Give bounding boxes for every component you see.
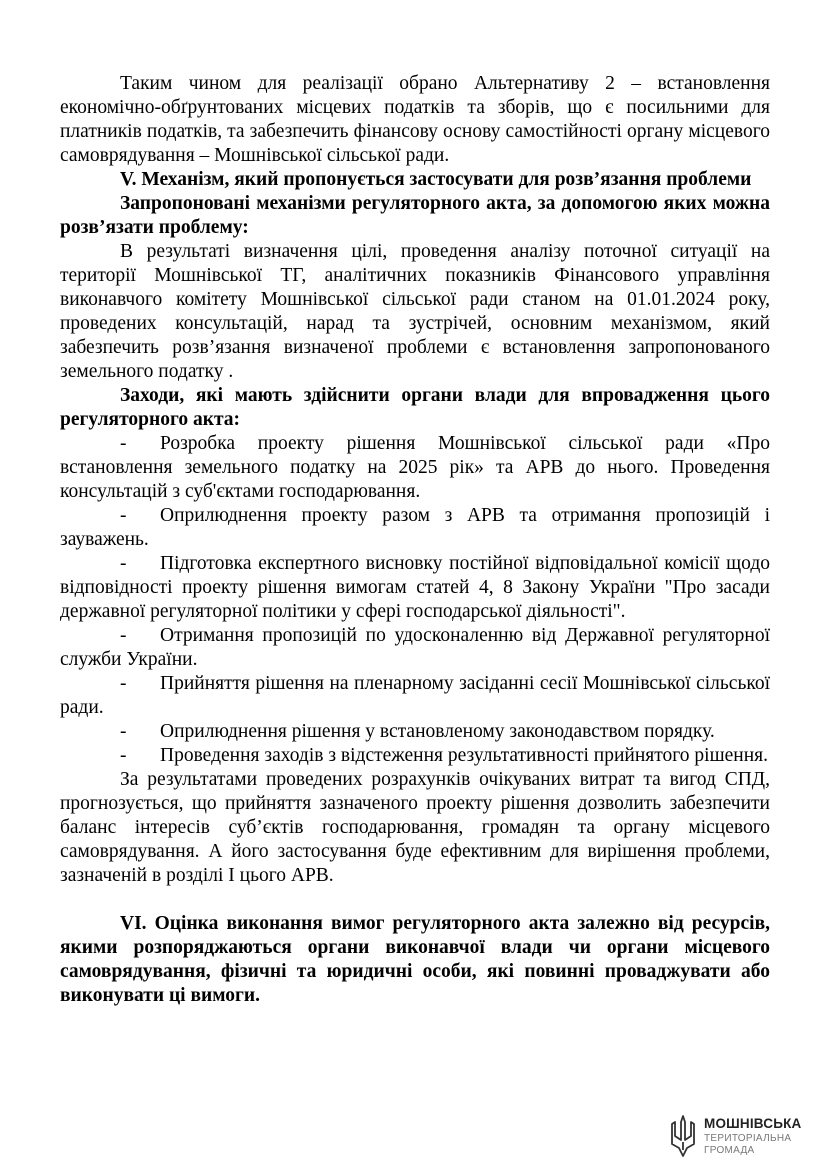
- measure-item: [60, 744, 770, 768]
- paragraph-results: За результатами проведених розрахунків очікуваних витрат та вигод СПД, прогнозується, що прийняття зазначеного проекту рішення дозволить забезпечити баланс інтересів суб’єктів господарювання, громадян та органу місцевого самоврядування. А його застосування буде ефективним для вирішення проблеми, зазначеній в розділі І цього АРВ.: [60, 769, 770, 886]
- mechanisms-heading: Запропоновані механізми регуляторного акта, за допомогою яких можна розв’язати проблему:: [60, 193, 770, 238]
- logo-subtitle: ТЕРИТОРІАЛЬНА: [704, 1133, 792, 1144]
- trident-emblem-icon: [668, 1114, 698, 1158]
- measure-text: Проведення заходів з відстеження результативності прийнятого рішення.: [160, 745, 768, 766]
- section-6-title: VI. Оцінка виконання вимог регуляторного акта залежно від ресурсів, якими розпоряджаються органи виконавчої влади чи органи місцевого самоврядування, фізичні та юридичні особи, які повинні проваджувати або виконувати ці вимоги.: [60, 913, 770, 1006]
- spacer: [60, 888, 770, 912]
- measure-text: Оприлюднення рішення у встановленому законодавством порядку.: [160, 721, 715, 742]
- measure-item: [60, 720, 770, 744]
- measure-text: Розробка проекту рішення Мошнівської сільської ради «Про встановлення земельного податку на 2025 рік» та АРВ до нього. Проведення консультацій з суб'єктами господарювання.: [60, 433, 770, 502]
- document-body: [60, 72, 770, 1008]
- measure-text: Оприлюднення проекту разом з АРВ та отримання пропозицій і зауважень.: [60, 505, 770, 550]
- measure-text: Прийняття рішення на пленарному засіданні сесії Мошнівської сільської ради.: [60, 673, 770, 718]
- measure-text: Отримання пропозицій по удосконаленню від Державної регуляторної служби України.: [60, 625, 770, 670]
- dash-marker: -: [120, 433, 127, 454]
- dash-marker: -: [120, 673, 127, 694]
- measure-text: Підготовка експертного висновку постійної відповідальної комісії щодо відповідності проекту рішення вимогам статей 4, 8 Закону України "Про засади державної регуляторної політики у сфері господарської діяльності".: [60, 553, 770, 622]
- logo-title: МОШНІВСЬКА: [704, 1116, 802, 1131]
- dash-marker: -: [120, 745, 127, 766]
- measures-heading: Заходи, які мають здійснити органи влади для впровадження цього регуляторного акта:: [60, 385, 770, 430]
- section-5-title: V. Механізм, який пропонується застосувати для розв’язання проблеми: [120, 169, 752, 190]
- measure-item: [60, 624, 770, 672]
- paragraph-alternative: Таким чином для реалізації обрано Альтернативу 2 – встановлення економічно-обґрунтованих місцевих податків та зборів, що є посильними для платників податків, та забезпечить фінансову основу самостійності органу місцевого самоврядування – Мошнівської сільської ради.: [60, 73, 770, 166]
- measure-item: [60, 504, 770, 552]
- logo-subtitle-2: ГРОМАДА: [704, 1145, 755, 1156]
- measure-item: [60, 672, 770, 720]
- paragraph-mechanism: В результаті визначення цілі, проведення аналізу поточної ситуації на території Мошнівської ТГ, аналітичних показників Фінансового управління виконавчого комітету Мошнівської сільської ради станом на 01.01.2024 року, проведених консультацій, нарад та зустрічей, основним механізмом, який забезпечить розв’язання визначеної проблеми є встановлення запропонованого земельного податку .: [60, 241, 770, 382]
- measure-item: [60, 432, 770, 504]
- measure-item: [60, 552, 770, 624]
- dash-marker: -: [120, 721, 127, 742]
- dash-marker: -: [120, 553, 127, 574]
- dash-marker: -: [120, 505, 127, 526]
- dash-marker: -: [120, 625, 127, 646]
- community-logo: [668, 1112, 802, 1162]
